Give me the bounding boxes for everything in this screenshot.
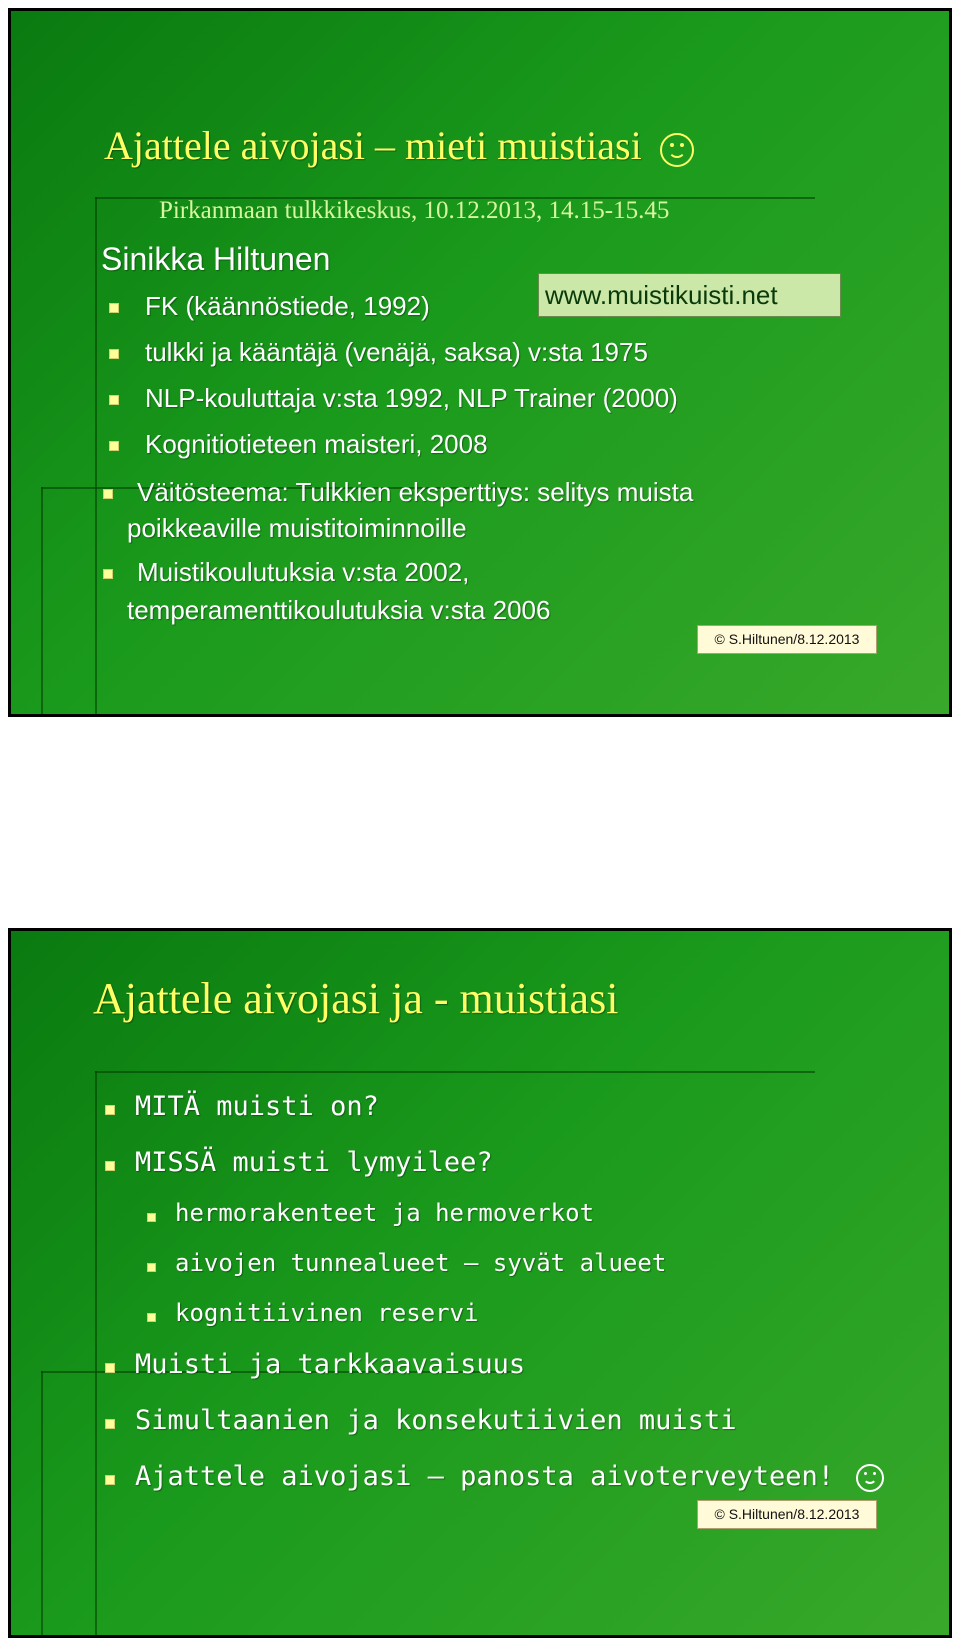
decor-line xyxy=(41,1371,43,1638)
speaker-name: Sinikka Hiltunen xyxy=(101,241,331,277)
bio-item: Kognitiotieteen maisteri, 2008 xyxy=(145,429,488,459)
copyright-box: © S.Hiltunen/8.12.2013 xyxy=(697,1500,877,1529)
thesis-line-1: Väitösteema: Tulkkien eksperttiys: selitys muista xyxy=(137,477,694,507)
sub-topic-item: kognitiivinen reservi xyxy=(175,1299,479,1327)
thesis-line-2: poikkeaville muistitoiminnoille xyxy=(127,513,467,543)
slide-1-title: Ajattele aivojasi – mieti muistiasi xyxy=(104,123,694,169)
bullet-marker xyxy=(105,1161,115,1171)
decor-line xyxy=(95,1071,815,1073)
slide-2-title: Ajattele aivojasi ja - muistiasi xyxy=(93,974,619,1023)
topic-item-last: Ajattele aivojasi – panosta aivoterveyteen! xyxy=(135,1461,884,1492)
website-link[interactable]: www.muistikuisti.net xyxy=(538,273,841,317)
bullet-marker xyxy=(103,489,113,499)
bio-item: FK (käännöstiede, 1992) xyxy=(145,291,430,321)
bullet-marker xyxy=(105,1105,115,1115)
topic-item: MITÄ muisti on? xyxy=(135,1091,379,1122)
smiley-icon xyxy=(660,133,694,167)
decor-line xyxy=(95,1071,97,1638)
bullet-marker xyxy=(105,1419,115,1429)
bullet-marker xyxy=(109,349,119,359)
event-subtitle: Pirkanmaan tulkkikeskus, 10.12.2013, 14.15-15.45 xyxy=(159,197,670,224)
sub-bullet-marker xyxy=(147,1213,156,1222)
bullet-marker xyxy=(103,569,113,579)
bullet-marker xyxy=(109,441,119,451)
slide-1 xyxy=(8,8,952,717)
bullet-marker xyxy=(105,1475,115,1485)
copyright-box: © S.Hiltunen/8.12.2013 xyxy=(697,625,877,654)
sub-bullet-marker xyxy=(147,1263,156,1272)
sub-topic-item: aivojen tunnealueet – syvät alueet xyxy=(175,1249,667,1277)
decor-line xyxy=(95,197,97,717)
sub-bullet-marker xyxy=(147,1313,156,1322)
bullet-marker xyxy=(109,303,119,313)
bio-item: NLP-kouluttaja v:sta 1992, NLP Trainer (2000) xyxy=(145,383,678,413)
bullet-marker xyxy=(105,1363,115,1373)
smiley-icon xyxy=(856,1464,884,1492)
topic-item: Simultaanien ja konsekutiivien muisti xyxy=(135,1405,737,1436)
sub-topic-item: hermorakenteet ja hermoverkot xyxy=(175,1199,595,1227)
bio-item: tulkki ja kääntäjä (venäjä, saksa) v:sta 1975 xyxy=(145,337,648,367)
courses-line-1: Muistikoulutuksia v:sta 2002, xyxy=(137,557,470,587)
decor-line xyxy=(41,487,43,717)
slide-2 xyxy=(8,928,952,1638)
bullet-marker xyxy=(109,395,119,405)
courses-line-2: temperamenttikoulutuksia v:sta 2006 xyxy=(127,595,551,625)
topic-item: MISSÄ muisti lymyilee? xyxy=(135,1147,493,1178)
topic-item: Muisti ja tarkkaavaisuus xyxy=(135,1349,526,1380)
